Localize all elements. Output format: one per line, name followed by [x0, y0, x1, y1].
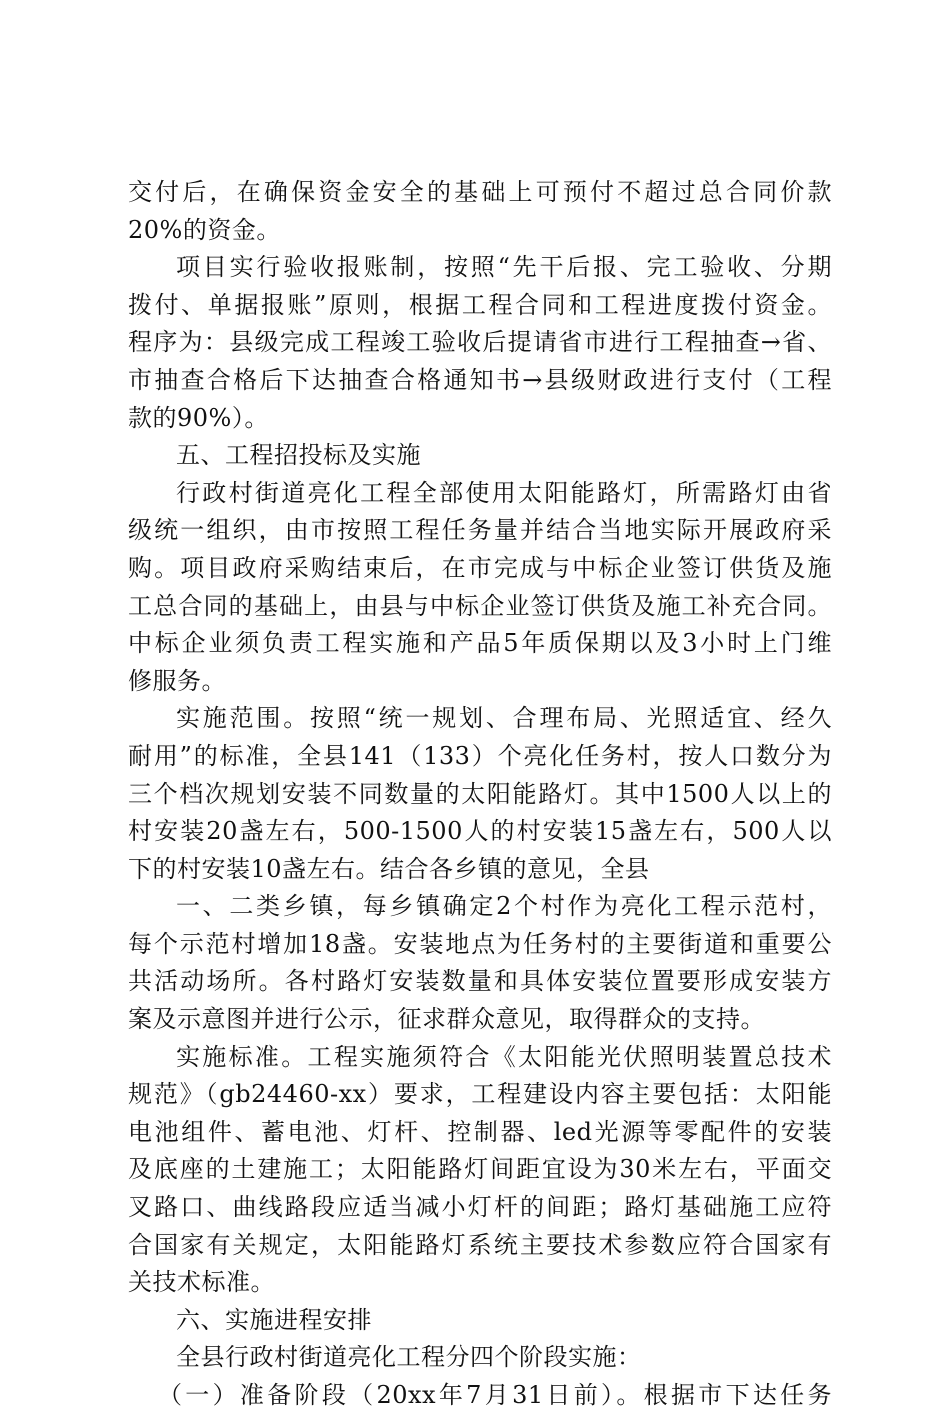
paragraph-line: 下的村安装10盏左右。结合各乡镇的意见，全县 — [128, 854, 650, 883]
paragraph-line: 项目实行验收报账制，按照“先干后报、完工验收、分期 — [176, 253, 832, 282]
paragraph-line: （一）准备阶段（20xx年7月31日前）。根据市下达任务 — [158, 1381, 832, 1409]
paragraph-line: 每个示范村增加18盏。安装地点为任务村的主要街道和重要公 — [128, 929, 832, 958]
section-heading: 五、工程招投标及实施 — [176, 441, 421, 470]
paragraph-line: 三个档次规划安装不同数量的太阳能路灯。其中1500人以上的 — [128, 779, 832, 808]
paragraph-line: 共活动场所。各村路灯安装数量和具体安装位置要形成安装方 — [128, 967, 832, 996]
paragraph-line: 合国家有关规定，太阳能路灯系统主要技术参数应符合国家有 — [128, 1230, 832, 1259]
paragraph-line: 修服务。 — [128, 666, 226, 695]
paragraph-line: 及底座的土建施工；太阳能路灯间距宜设为30米左右，平面交 — [128, 1155, 832, 1184]
paragraph-line: 耐用”的标准，全县141（133）个亮化任务村，按人口数分为 — [128, 741, 832, 770]
paragraph-line: 款的90%）。 — [128, 403, 269, 432]
paragraph-line: 交付后，在确保资金安全的基础上可预付不超过总合同价款 — [128, 178, 832, 206]
section-heading: 六、实施进程安排 — [176, 1305, 372, 1334]
paragraph-line: 行政村街道亮化工程全部使用太阳能路灯，所需路灯由省 — [176, 478, 832, 507]
paragraph-line: 拨付、单据报账”原则，根据工程合同和工程进度拨付资金。 — [128, 290, 832, 319]
document-body — [128, 174, 832, 1415]
paragraph-line: 一、二类乡镇，每乡镇确定2个村作为亮化工程示范村， — [176, 892, 832, 921]
paragraph-line: 电池组件、蓄电池、灯杆、控制器、led光源等零配件的安装 — [128, 1117, 832, 1146]
paragraph-line: 实施标准。工程实施须符合《太阳能光伏照明装置总技术 — [176, 1042, 832, 1071]
paragraph-line: 案及示意图并进行公示，征求群众意见，取得群众的支持。 — [128, 1005, 765, 1034]
paragraph-line: 规范》（gb24460-xx）要求，工程建设内容主要包括：太阳能 — [128, 1080, 832, 1109]
paragraph-line: 级统一组织，由市按照工程任务量并结合当地实际开展政府采 — [128, 516, 832, 545]
paragraph-line: 实施范围。按照“统一规划、合理布局、光照适宜、经久 — [176, 704, 832, 733]
paragraph-line: 购。项目政府采购结束后，在市完成与中标企业签订供货及施 — [128, 553, 832, 582]
paragraph-line: 20%的资金。 — [128, 215, 281, 244]
paragraph-line: 全县行政村街道亮化工程分四个阶段实施： — [176, 1343, 642, 1372]
paragraph-line: 村安装20盏左右，500-1500人的村安装15盏左右，500人以 — [128, 817, 832, 846]
paragraph-line: 程序为：县级完成工程竣工验收后提请省市进行工程抽查→省、 — [128, 328, 832, 357]
paragraph-line: 市抽查合格后下达抽查合格通知书→县级财政进行支付（工程 — [128, 365, 832, 394]
paragraph-line: 叉路口、曲线路段应适当减小灯杆的间距；路灯基础施工应符 — [128, 1193, 832, 1222]
paragraph-line: 中标企业须负责工程实施和产品5年质保期以及3小时上门维 — [128, 629, 832, 658]
paragraph-line: 关技术标准。 — [128, 1268, 275, 1297]
paragraph-line: 工总合同的基础上，由县与中标企业签订供货及施工补充合同。 — [128, 591, 832, 620]
